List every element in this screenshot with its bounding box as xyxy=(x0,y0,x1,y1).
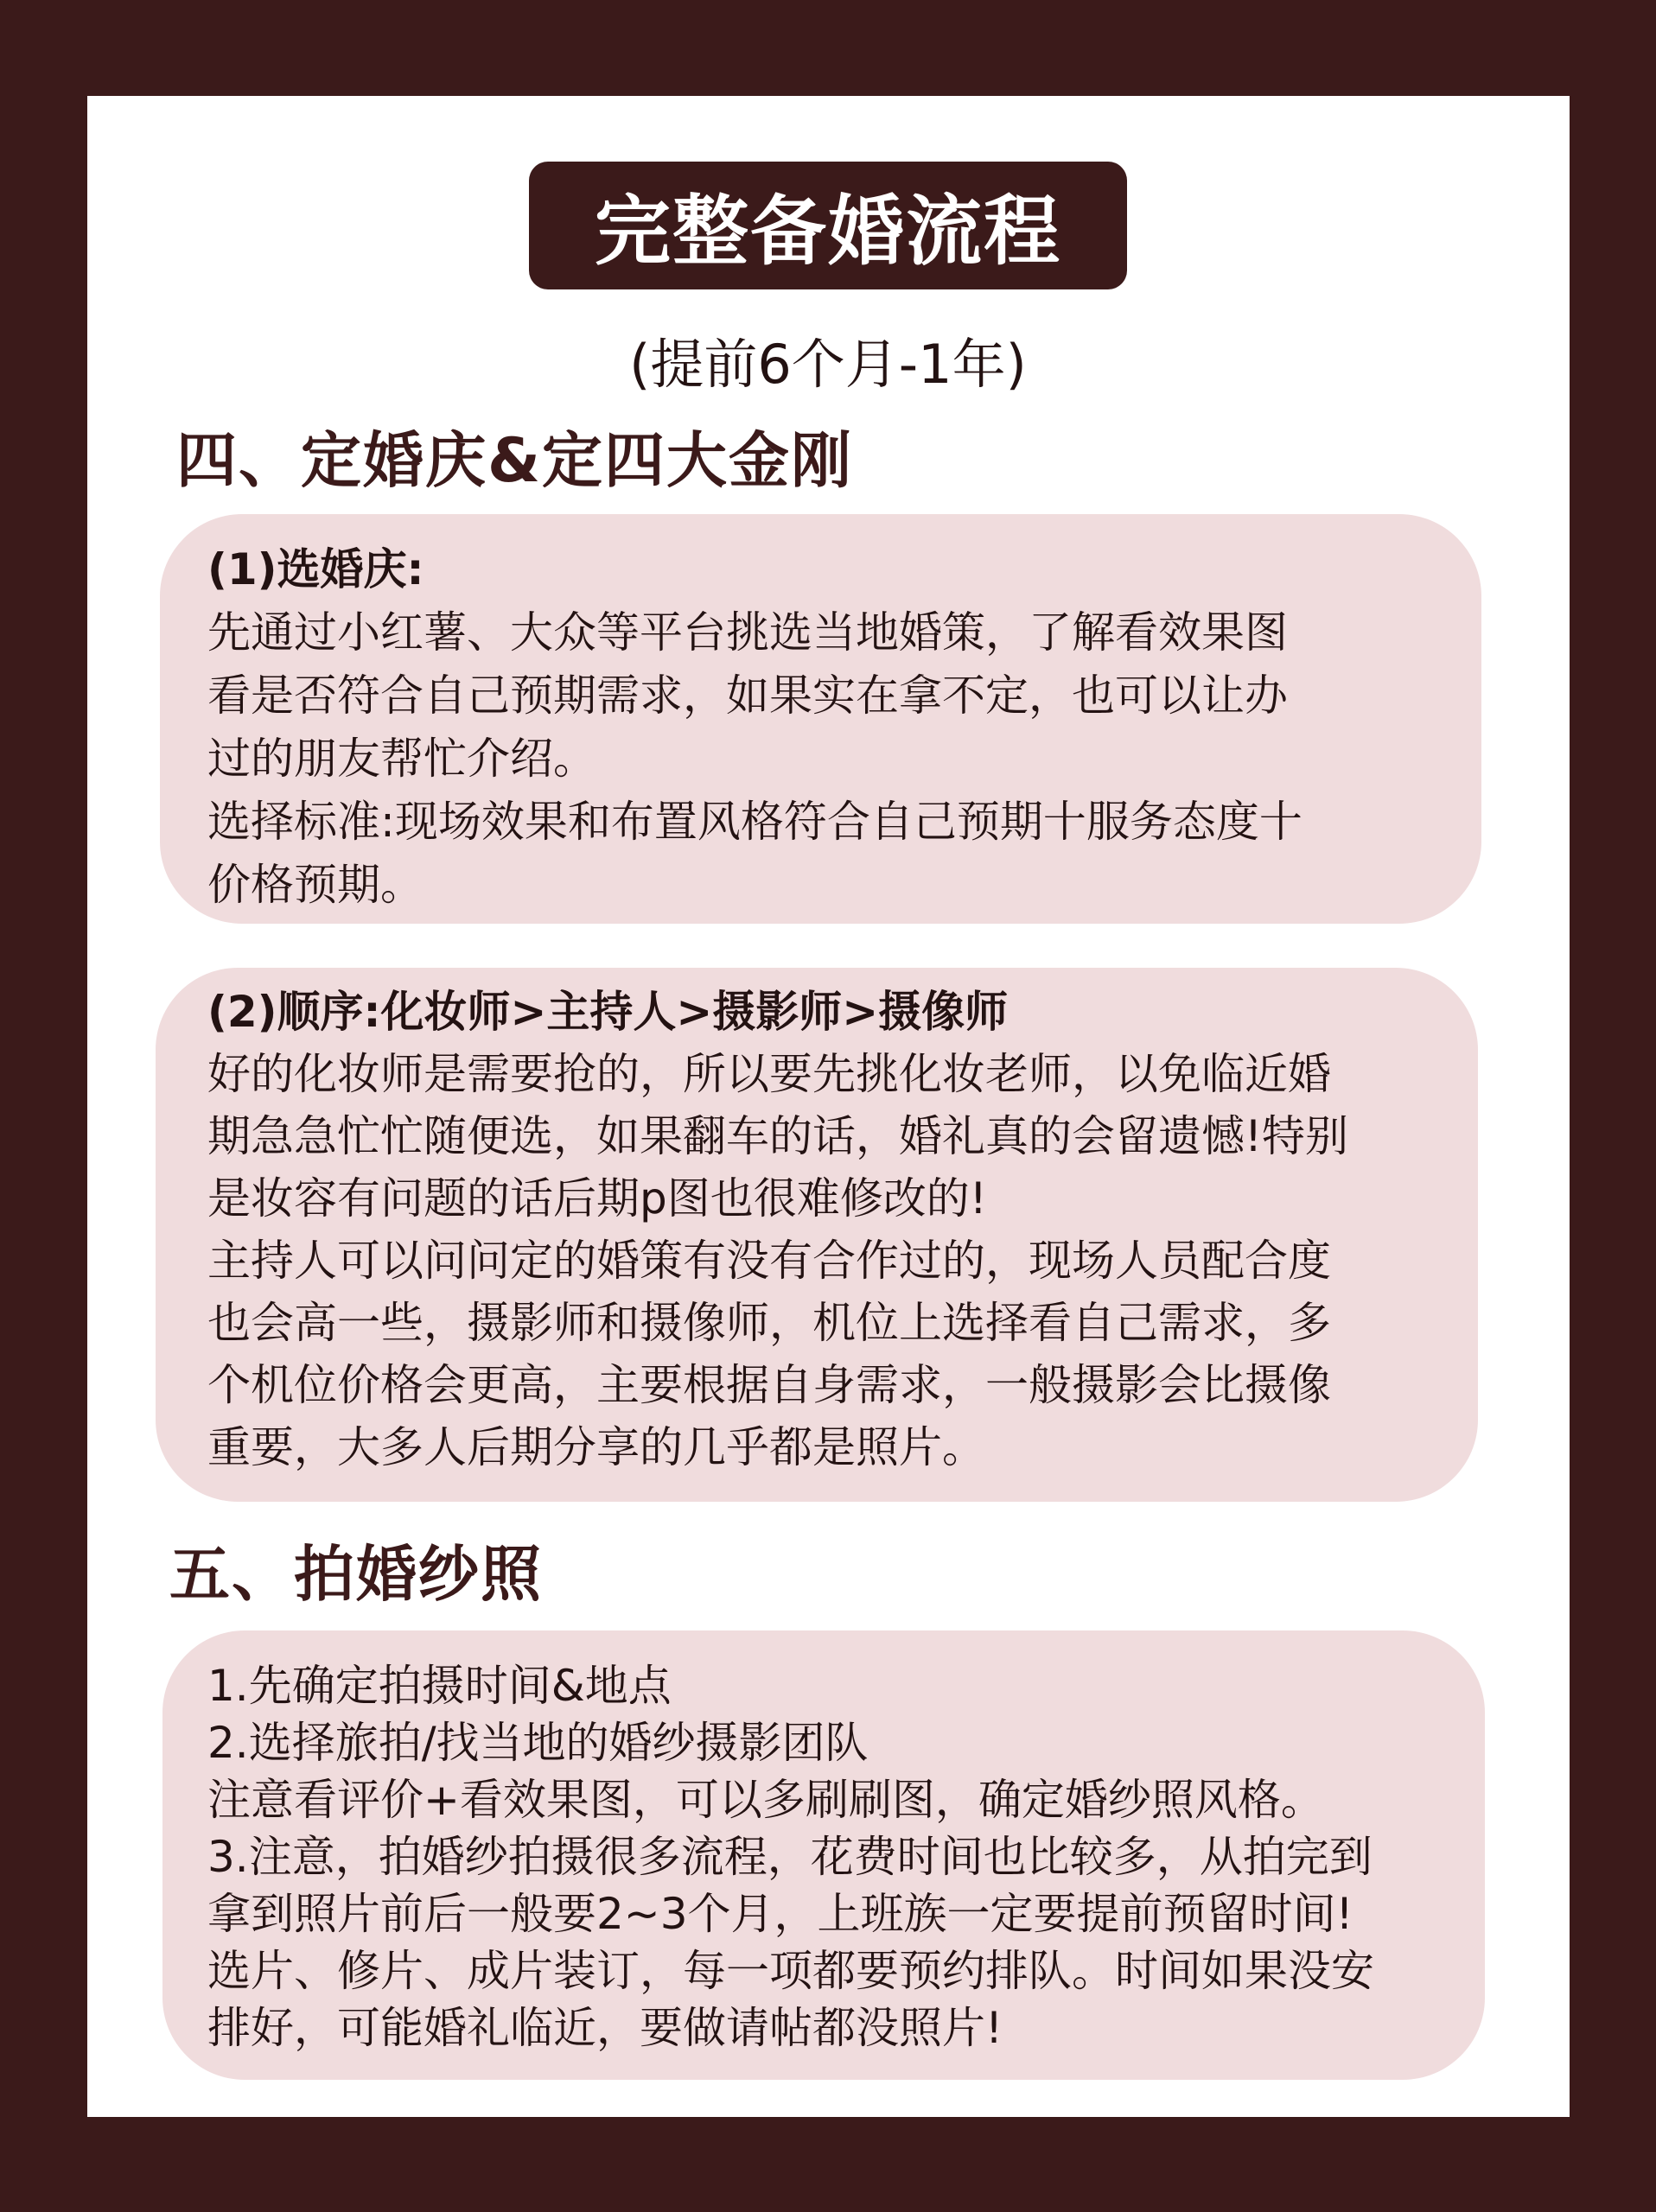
card-1-line: 选择标准:现场效果和布置风格符合自己预期十服务态度十 xyxy=(207,797,1303,847)
card-3-line: 2.选择旅拍/找当地的婚纱摄影团队 xyxy=(207,1718,869,1768)
card-3-line: 3.注意，拍婚纱拍摄很多流程，花费时间也比较多，从拍完到 xyxy=(207,1832,1373,1882)
card-1-line: 过的朋友帮忙介绍。 xyxy=(207,734,596,784)
card-3-line: 排好，可能婚礼临近，要做请帖都没照片! xyxy=(207,2003,1003,2053)
card-3-line: 拿到照片前后一般要2~3个月，上班族一定要提前预留时间! xyxy=(207,1889,1353,1939)
card-2-line: 重要，大多人后期分享的几乎都是照片。 xyxy=(207,1422,985,1472)
card-2-title: (2)顺序:化妆师>主持人>摄影师>摄像师 xyxy=(207,987,1009,1037)
card-3-line: 1.先确定拍摄时间&地点 xyxy=(207,1661,672,1711)
title-banner xyxy=(529,162,1127,289)
section-5-heading: 五、拍婚纱照 xyxy=(169,1539,543,1610)
card-2-line: 个机位价格会更高，主要根据自身需求，一般摄影会比摄像 xyxy=(207,1360,1331,1410)
card-1-content xyxy=(207,538,1303,917)
card-3-line: 注意看评价+看效果图，可以多刷刷图，确定婚纱照风格。 xyxy=(207,1775,1324,1825)
card-2-content xyxy=(207,981,1348,1478)
card-1-line: 价格预期。 xyxy=(207,860,424,910)
card-1-title: (1)选婚庆: xyxy=(207,544,424,594)
card-3-content xyxy=(207,1657,1374,2056)
page-subtitle: (提前6个月-1年) xyxy=(629,333,1027,396)
card-2-line: 是妆容有问题的话后期p图也很难修改的! xyxy=(207,1173,987,1224)
card-2-line: 期急急忙忙随便选，如果翻车的话，婚礼真的会留遗憾!特别 xyxy=(207,1111,1349,1161)
card-2-line: 也会高一些，摄影师和摄像师，机位上选择看自己需求，多 xyxy=(207,1298,1331,1348)
card-1-line: 看是否符合自己预期需求，如果实在拿不定，也可以让办 xyxy=(207,671,1288,721)
card-2-line: 好的化妆师是需要抢的，所以要先挑化妆老师，以免临近婚 xyxy=(207,1049,1331,1099)
card-1-line: 先通过小红薯、大众等平台挑选当地婚策，了解看效果图 xyxy=(207,607,1288,658)
card-3-line: 选片、修片、成片装订，每一项都要预约排队。时间如果没安 xyxy=(207,1946,1374,1996)
section-4-heading: 四、定婚庆&定四大金刚 xyxy=(176,425,854,496)
card-2-line: 主持人可以问问定的婚策有没有合作过的，现场人员配合度 xyxy=(207,1236,1331,1286)
page-title: 完整备婚流程 xyxy=(594,187,1061,276)
